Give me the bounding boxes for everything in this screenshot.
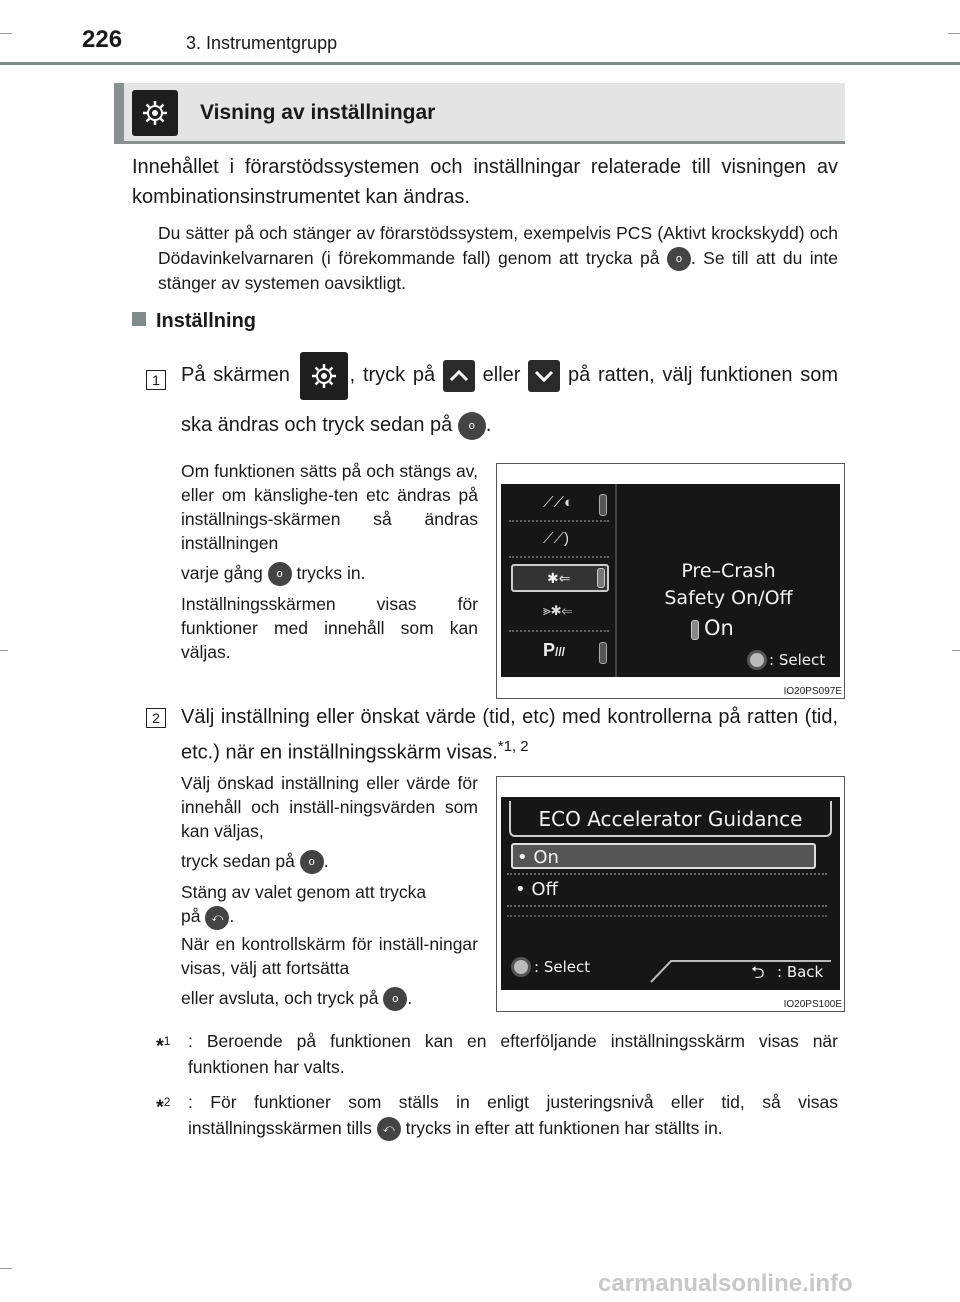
settings-gear-icon [300,352,348,400]
instrument-screen [501,797,840,990]
select-label: : Select [769,651,826,669]
parking-sensor-icon: P/// [543,640,566,660]
step1-text-e: . [485,414,492,436]
step1-text-d: på ratten, välj funktionen som ska ändras och tryck sedan på [181,364,838,436]
divider [509,630,609,632]
lane-assist-icon: ⟋⟋◐ [543,494,574,511]
section-title: Visning av inställningar [200,101,436,124]
footnote-1-text: : Beroende på funktionen kan en efterföljande inställningsskärm visas när funktionen har valts. [188,1031,838,1077]
figure-caption: IO20PS100E [783,999,842,1010]
option-on-selected[interactable] [511,843,816,869]
pcs-title-line2: Safety On/Off [664,587,793,609]
footnote-ref: *1, 2 [497,738,529,755]
intro-desc-a: Du sätter på och stänger av förarstödssystem, exempelvis PCS (Aktivt krockskydd) och Dödavinkelvarnaren (i förekommande fall) genom att trycka på [158,223,838,268]
crop-mark [952,650,960,651]
step2-side-f: . [229,906,235,927]
footnote-2-text-a: : För funktioner som ställs in enligt justeringsnivå eller tid, så visas inställningsskärmen tills [188,1092,838,1138]
step2-side-e: på [181,906,201,927]
step2-side-g: När en kontrollskärm för inställ-ningar visas, välj att fortsätta [181,933,478,978]
back-button-icon: ⤺ [205,906,229,930]
crop-mark [0,33,12,34]
figure-pcs-settings [496,463,845,699]
lane-departure-icon: ⟋⟋) [543,530,569,547]
step2-side-b: tryck sedan på [181,851,295,871]
divider [615,484,617,677]
step1-text [181,350,838,450]
subsection-heading [132,310,256,333]
square-bullet-icon [132,312,146,326]
step2-side-text [181,771,478,1011]
pre-crash-icon: ✱⇐ [547,570,571,586]
crop-mark [948,33,960,34]
menu-item-selected[interactable] [511,564,609,592]
divider [509,520,609,522]
step1-side-d: Inställningsskärmen visas för funktioner med innehåll som kan väljas. [181,594,478,663]
step-number-2: 2 [146,708,166,728]
crop-mark [0,1268,12,1269]
figure-eco-guidance [496,776,845,1012]
pcs-title [621,558,836,612]
step1-side-b: varje gång [181,563,263,583]
toggle-indicator [599,494,607,516]
footnote-mark: * [156,1096,164,1119]
footnote-number: 2 [163,1095,171,1109]
step1-side-a: Om funktionen sätts på och stängs av, eller om känslighe-ten etc ändras på inställnings-skärmen så ändras inställningen [181,461,478,553]
option-on-label: • On [517,847,559,868]
back-label: : Back [777,963,824,981]
chapter-title: 3. Instrumentgrupp [186,33,338,53]
blind-spot-icon: ⪢✱⇐ [543,602,573,618]
back-button-icon: ⤺ [377,1117,401,1141]
divider [509,556,609,558]
chevron-up-icon [443,360,475,392]
chevron-down-icon [528,360,560,392]
back-arrow-icon: ⮌ [751,963,765,983]
footnote-number: 1 [163,1034,171,1048]
step2-side-i: . [407,987,413,1008]
crop-mark [0,650,8,651]
step1-text-b: , tryck på [349,364,436,386]
intro-lead: Innehållet i förarstödssystemen och inställningar relaterade till visningen av kombinationsinstrumentet kan ändras. [132,156,838,208]
step2-side-a: Välj önskad inställning eller värde för innehåll och inställ-ningsvärden som kan väljas, [181,773,478,841]
step2-text [181,702,838,768]
step-number-1: 1 [146,370,166,390]
divider [507,873,827,875]
footnote-1 [156,1028,838,1080]
step2-text-body: Välj inställning eller önskat värde (tid, etc) med kontrollerna på ratten (tid, etc.) när en inställningsskärm visas. [181,706,838,764]
toggle-indicator [597,568,605,588]
divider [507,915,827,917]
select-knob-icon [511,957,531,977]
step2-side-d: Stäng av valet genom att trycka [181,882,427,903]
parking-label: P [543,640,556,660]
page-number: 226 [82,26,123,53]
ok-button-icon: o [667,247,691,271]
eco-title: ECO Accelerator Guidance [538,807,803,831]
step1-side-c: trycks in. [296,563,366,583]
footnote-2-text-b: trycks in efter att funktionen har ställts in. [405,1118,723,1138]
divider [507,905,827,907]
pcs-title-line1: Pre–Crash [681,560,776,582]
step1-text-a: På skärmen [181,364,290,386]
menu-list [509,490,609,670]
footnote-2-text [156,1089,838,1141]
pcs-state: On [704,616,734,640]
select-knob-icon [747,650,767,670]
toggle-indicator [599,642,607,664]
settings-gear-icon [132,90,178,136]
instrument-screen [501,484,840,677]
step1-side-text [181,459,478,664]
select-label: : Select [534,958,591,976]
ok-button-icon: o [300,850,324,874]
intro-desc-b: . Se till att du inte stänger av systemen oavsiktligt. [158,248,838,294]
header-rule [0,62,960,65]
footnote-2 [156,1089,838,1141]
intro-description [158,221,838,296]
option-off-label: • Off [515,879,558,900]
ok-button-icon: o [458,412,486,440]
step1-text-c: eller [482,364,521,386]
step2-side-h: eller avsluta, och tryck på [181,987,379,1008]
footnote-mark: * [156,1035,164,1058]
ok-button-icon: o [383,987,407,1011]
section-heading-box [114,83,845,144]
subsection-title: Inställning [156,310,256,332]
step2-side-c: . [323,851,329,871]
figure-caption: IO20PS097E [783,686,842,697]
toggle-indicator [691,620,699,640]
ok-button-icon: o [268,562,292,586]
watermark: carmanualsonline.info [598,1270,853,1297]
